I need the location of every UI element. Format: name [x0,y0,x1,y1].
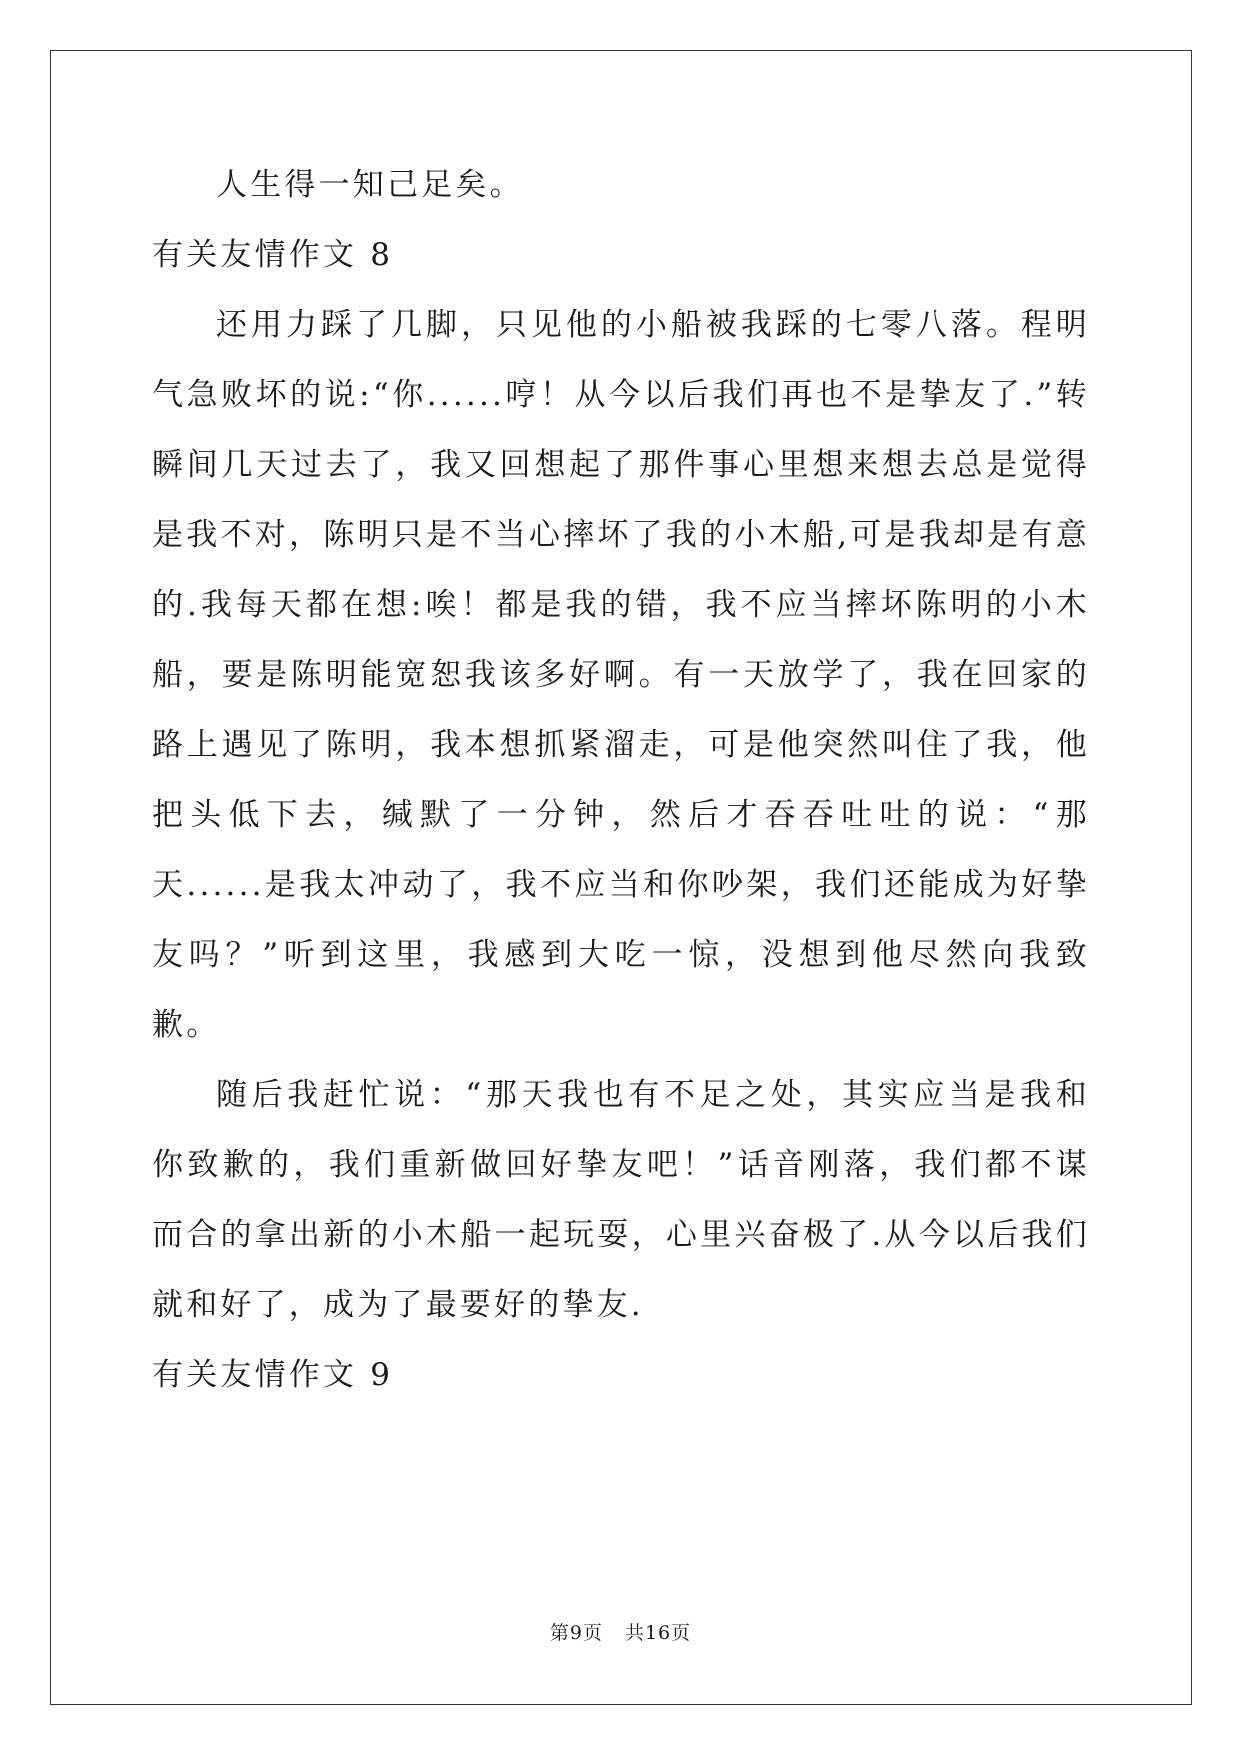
current-page-number: 第9页 [549,1622,603,1644]
total-page-count: 共16页 [624,1622,692,1644]
paragraph: 人生得一知己足矣。 [216,167,524,203]
document-body [152,150,1090,1410]
section-heading: 有关友情作文 9 [152,1357,394,1393]
section-heading: 有关友情作文 8 [152,237,394,273]
paragraph: 随后我赶忙说：“那天我也有不足之处，其实应当是我和你致歉的，我们重新做回好挚友吧！”话音刚落，我们都不谋而合的拿出新的小木船一起玩耍，心里兴奋极了.从今以后我们就和好了，成为了最要好的挚友. [152,1077,1090,1323]
paragraph: 还用力踩了几脚，只见他的小船被我踩的七零八落。程明气急败坏的说:“你......哼！从今以后我们再也不是挚友了.”转瞬间几天过去了，我又回想起了那件事心里想来想去总是觉得是我不对，陈明只是不当心摔坏了我的小木船,可是我却是有意的.我每天都在想:唉！都是我的错，我不应当摔坏陈明的小木船，要是陈明能宽恕我该多好啊。有一天放学了，我在回家的路上遇见了陈明，我本想抓紧溜走，可是他突然叫住了我，他把头低下去，缄默了一分钟，然后才吞吞吐吐的说：“那天......是我太冲动了，我不应当和你吵架，我们还能成为好挚友吗？”听到这里，我感到大吃一惊，没想到他尽然向我致歉。 [152,307,1090,1043]
page-footer [0,1618,1241,1645]
